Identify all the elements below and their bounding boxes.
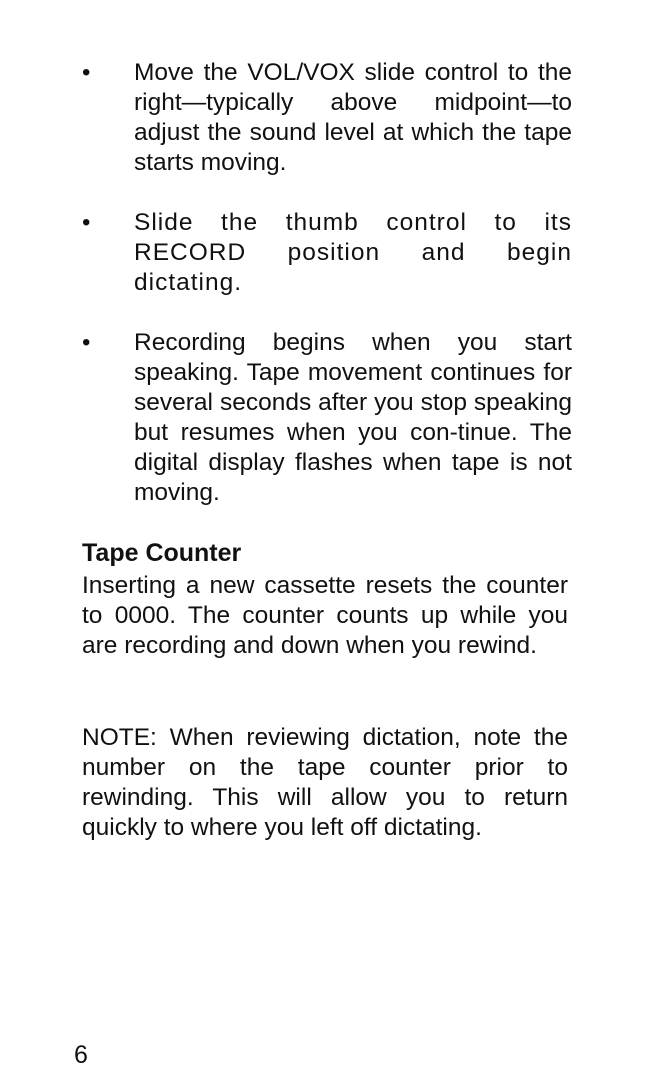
bullet-icon: • (82, 209, 91, 236)
list-item (82, 328, 572, 508)
note-paragraph: NOTE: When reviewing dictation, note the number on the tape counter prior to rewinding. This will allow you to return quickly to where you left off dictating. (82, 724, 568, 841)
list-item-text: Slide the thumb control to its RECORD position and begin dictating. (134, 209, 572, 296)
bullet-icon: • (82, 329, 91, 356)
list-item-text: Move the VOL/VOX slide control to the right—typically above midpoint—to adjust the sound level at which the tape starts moving. (134, 59, 572, 176)
list-item (82, 58, 572, 178)
bullet-icon: • (82, 59, 91, 86)
list-item-text: Recording begins when you start speaking. Tape movement continues for several seconds after you stop speaking but resumes when you con-tinue. The digital display flashes when tape is not moving. (134, 329, 572, 506)
body-paragraph: Inserting a new cassette resets the counter to 0000. The counter counts up while you are recording and down when you rewind. (82, 572, 568, 659)
section-heading: Tape Counter (82, 539, 242, 567)
list-item (82, 208, 572, 298)
instruction-list (82, 58, 572, 538)
page-number: 6 (74, 1041, 88, 1069)
